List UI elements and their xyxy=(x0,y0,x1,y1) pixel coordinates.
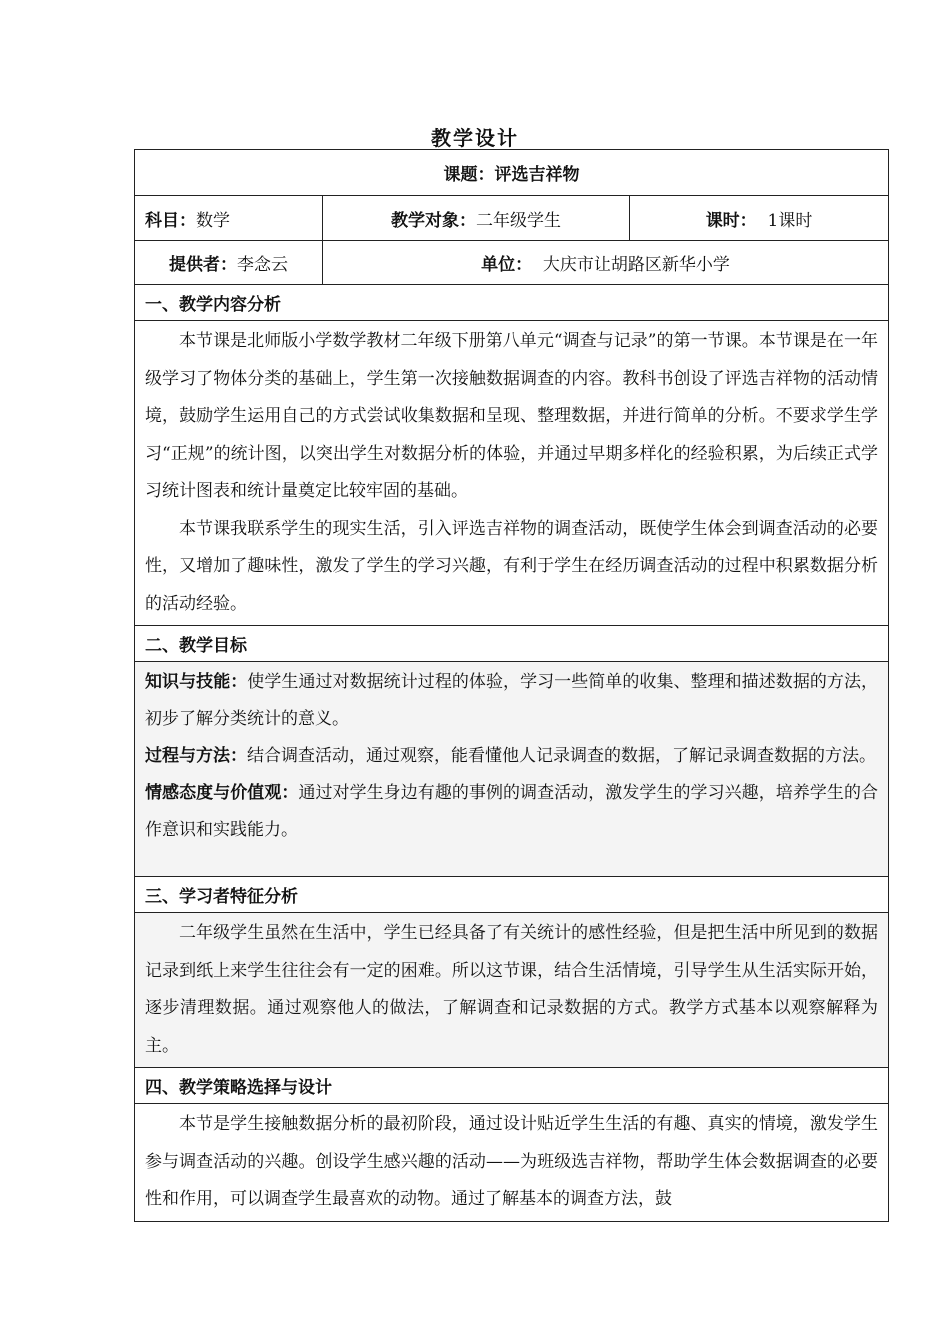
goal-knowledge-text: 使学生通过对数据统计过程的体验，学习一些简单的收集、整理和描述数据的方法，初步了解分类统计的意义。 xyxy=(145,672,879,729)
goal-attitude-text: 通过对学生身边有趣的事例的调查活动，激发学生的学习兴趣，培养学生的合作意识和实践能力。 xyxy=(145,783,879,840)
document-title: 教学设计 xyxy=(431,126,519,150)
content-analysis-paragraph-2: 本节课我联系学生的现实生活，引入评选吉祥物的调查活动，既使学生体会到调查活动的必要性，又增加了趣味性，激发了学生的学习兴趣，有利于学生在经历调查活动的过程中积累数据分析的活动经验。 xyxy=(145,518,879,614)
section-heading-goals: 二、教学目标 xyxy=(135,626,889,662)
unit-label: 单位： xyxy=(481,255,533,275)
provider-cell xyxy=(135,241,323,285)
subject-cell xyxy=(135,196,323,241)
goal-attitude-values xyxy=(145,775,878,849)
lesson-plan-table xyxy=(134,149,889,1222)
hours-label: 课时： xyxy=(705,210,757,231)
unit-value: 大庆市让胡路区新华小学 xyxy=(542,255,730,275)
audience-value: 二年级学生 xyxy=(476,210,561,231)
goal-attitude-label: 情感态度与价值观： xyxy=(145,783,299,803)
content-analysis-paragraph-1: 本节课是北师版小学数学教材二年级下册第八单元“调查与记录”的第一节课。本节课是在一年级学习了物体分类的基础上，学生第一次接触数据调查的内容。教科书创设了评选吉祥物的活动情境，鼓励学生运用自己的方式尝试收集数据和呈现、整理数据，并进行简单的分析。不要求学生学习“正规”的统计图，以突出学生对数据分析的体验，并通过早期多样化的经验积累，为后续正式学习统计图表和统计量奠定比较牢固的基础。 xyxy=(145,331,879,501)
topic-cell: 课题：评选吉祥物 xyxy=(135,150,889,196)
provider-label: 提供者： xyxy=(169,255,237,275)
goal-process-label: 过程与方法： xyxy=(145,746,247,766)
strategy-body xyxy=(135,1104,889,1222)
strategy-paragraph: 本节是学生接触数据分析的最初阶段，通过设计贴近学生生活的有趣、真实的情境，激发学生参与调查活动的兴趣。创设学生感兴趣的活动——为班级选吉祥物，帮助学生体会数据调查的必要性和作用，可以调查学生最喜欢的动物。通过了解基本的调查方法，鼓 xyxy=(145,1114,879,1209)
content-analysis-body xyxy=(135,321,889,626)
audience-label: 教学对象： xyxy=(391,210,476,231)
section-heading-strategy: 四、教学策略选择与设计 xyxy=(135,1068,889,1104)
hours-cell xyxy=(630,196,889,241)
goal-process-methods xyxy=(145,738,878,775)
goal-knowledge-skills xyxy=(145,664,878,738)
section-heading-learner-analysis: 三、学习者特征分析 xyxy=(135,877,889,913)
subject-value: 数学 xyxy=(196,210,230,231)
goal-knowledge-label: 知识与技能： xyxy=(145,672,248,692)
learner-analysis-body xyxy=(135,913,889,1068)
provider-value: 李念云 xyxy=(237,255,288,275)
goals-body xyxy=(135,662,889,877)
learner-analysis-paragraph: 二年级学生虽然在生活中，学生已经具备了有关统计的感性经验，但是把生活中所见到的数据记录到纸上来学生往往会有一定的困难。所以这节课，结合生活情境，引导学生从生活实际开始，逐步清理数据。通过观察他人的做法，了解调查和记录数据的方式。教学方式基本以观察解释为主。 xyxy=(145,923,879,1056)
section-heading-content-analysis: 一、教学内容分析 xyxy=(135,285,889,321)
unit-cell xyxy=(323,241,889,285)
audience-cell xyxy=(323,196,630,241)
goal-process-text: 结合调查活动，通过观察，能看懂他人记录调查的数据，了解记录调查数据的方法。 xyxy=(247,746,876,766)
hours-value: 1课时 xyxy=(767,210,813,231)
subject-label: 科目： xyxy=(145,210,196,231)
